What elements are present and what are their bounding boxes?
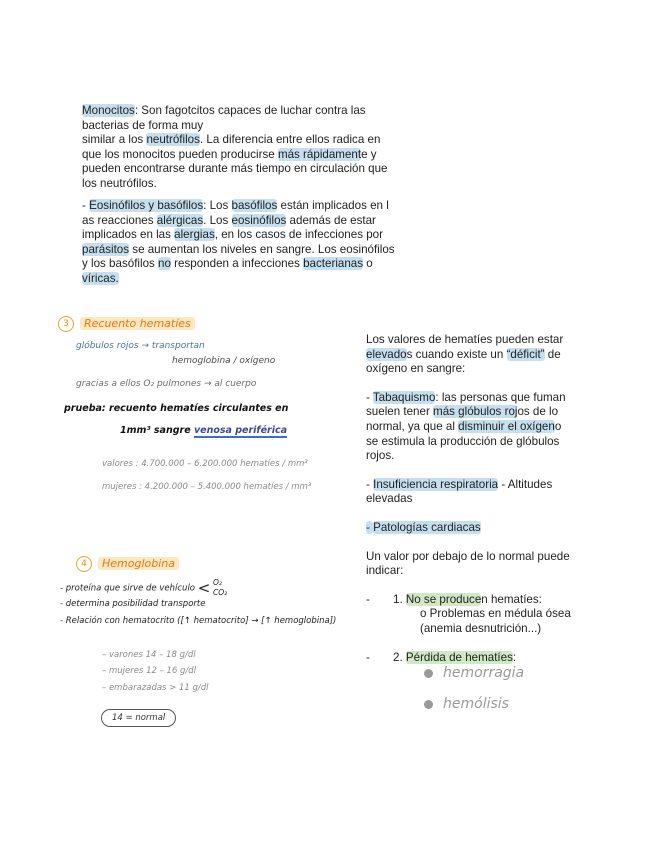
- hematies-paragraph: [366, 333, 606, 665]
- text-span: de: [544, 347, 561, 361]
- text-span: y los basófilos: [82, 257, 159, 271]
- note-transporte: - determina posibilidad transporte: [60, 599, 206, 609]
- text-span: :: [512, 650, 517, 664]
- perdida-hematies-term: Pérdida de hematíes: [405, 650, 513, 664]
- eosinofilos-term: eosinófilos: [231, 213, 287, 227]
- hematies-line-4: [366, 391, 606, 406]
- hematies-line-8: rojos.: [366, 449, 395, 463]
- text-span: e y: [361, 147, 377, 161]
- text-span: responden a infecciones: [170, 257, 304, 271]
- note-sangre-venosa: [120, 425, 287, 436]
- hematies-line-11: [366, 521, 606, 536]
- note-globulos-rojos: glóbulos rojos → transportan: [76, 341, 205, 351]
- text-span: as reacciones: [82, 213, 157, 227]
- note-valores-varones: valores : 4.700.000 – 6.200.000 hematíes / mm³: [102, 459, 308, 469]
- alergias-term: alergias: [174, 228, 215, 242]
- dash: -: [366, 592, 370, 606]
- text-span: . Los: [203, 213, 232, 227]
- hematies-line-5: [366, 405, 606, 420]
- bullet-2: [366, 651, 606, 666]
- text-span: , en los casos de infecciones por: [214, 228, 383, 242]
- spacer: [366, 464, 606, 478]
- alergicas-term: alérgicas: [156, 213, 204, 227]
- text-span: 1mm³ sangre: [120, 425, 194, 436]
- spacer: [366, 579, 606, 593]
- spacer: [366, 507, 606, 521]
- viricas-term: víricas.: [82, 271, 119, 285]
- text-span: 2.: [393, 650, 406, 664]
- bullet-dot: [424, 669, 433, 678]
- dash: -: [366, 650, 370, 664]
- note-proteina: [60, 578, 227, 598]
- text-span: : Los: [203, 199, 232, 212]
- bullet-1-sub-1: o Problemas en médula ósea: [420, 607, 571, 621]
- text-span: o: [554, 419, 562, 433]
- text-span: s cuando existe un: [406, 347, 507, 361]
- no-term: no: [158, 257, 171, 271]
- section-3-title: Recuento hematíes: [80, 317, 195, 330]
- section-4-heading: [76, 553, 179, 572]
- note-hb-embarazadas: – embarazadas > 11 g/dl: [102, 683, 209, 693]
- text-span: están implicados en l: [277, 199, 389, 212]
- bacterianas-term: bacterianas: [303, 257, 364, 271]
- section-4-title: Hemoglobina: [98, 557, 179, 570]
- hematies-line-1: Los valores de hematíes pueden estar: [366, 333, 564, 346]
- mas-rapidamente-term: más rápidament: [277, 147, 362, 161]
- elevados-term: elevado: [366, 347, 407, 361]
- spacer: [366, 377, 606, 391]
- hematies-line-3: oxígeno en sangre:: [366, 362, 466, 376]
- parasitos-term: parásitos: [82, 242, 130, 256]
- text-span: o: [363, 257, 373, 271]
- hematies-line-7: se estimula la producción de glóbulos: [366, 434, 560, 448]
- text-span: suelen tener: [366, 405, 434, 419]
- note-14-normal: 14 = normal: [101, 709, 176, 727]
- mas-globulos-term: más glóbulos roj: [433, 405, 518, 419]
- eosinofilos-line-2: [82, 214, 402, 229]
- text-span: se aumentan los niveles en sangre. Los eosinófilos: [129, 242, 395, 256]
- note-hb-varones: – varones 14 – 18 g/dl: [102, 650, 196, 660]
- vehicle-bracket: <: [197, 579, 211, 597]
- note-hemorragia: [424, 665, 524, 681]
- bullet-1-text: [393, 593, 542, 608]
- bullet-2-text: [393, 651, 516, 666]
- note-hb-mujeres: – mujeres 12 – 16 g/dl: [102, 666, 197, 676]
- section-number-3: 3: [58, 316, 74, 332]
- monocitos-paragraph: [82, 104, 402, 192]
- text-span: -: [366, 390, 373, 404]
- gas-labels: [213, 578, 227, 598]
- note-prueba: prueba: recuento hematíes circulantes en: [64, 403, 289, 414]
- eosinofilos-basofilos-term: Eosinófilos y basófilos: [89, 199, 204, 212]
- bullet-1: [366, 593, 606, 608]
- note-hemolisis: [424, 696, 509, 712]
- note-hematocrito: - Relación con hematocrito ([↑ hematocrito] → [↑ hemoglobina]): [60, 616, 337, 626]
- text-span: n hematíes:: [481, 592, 542, 606]
- eosinofilos-line-4: [82, 243, 402, 258]
- bullet-1-sub-2: (anemia desnutrición...): [420, 621, 542, 635]
- text-span: similar a los: [82, 133, 147, 147]
- monocitos-line-4: [82, 148, 402, 163]
- monocitos-line-1: [82, 104, 402, 119]
- text-span: - proteína que sirve de vehículo: [60, 583, 195, 594]
- patologias-term: Patologías cardiacas: [373, 520, 481, 534]
- note-valores-mujeres: mujeres : 4.200.000 – 5.400.000 hematíes / mm³: [102, 482, 312, 492]
- monocitos-line-6: los neutrófilos.: [82, 176, 157, 190]
- text-span: que los monocitos pueden producirse: [82, 147, 278, 161]
- note-hemoglobina-oxigeno: hemoglobina / oxígeno: [172, 356, 276, 366]
- bullet-dot: [424, 700, 433, 709]
- tabaquismo-term: Tabaquismo: [372, 390, 436, 404]
- text-span: . La diferencia entre ellos radica en: [199, 133, 381, 147]
- eosinofilos-line-3: [82, 228, 402, 243]
- eosinofilos-line-6: [82, 272, 402, 287]
- hematies-line-2: [366, 348, 606, 363]
- text-span: : las personas que fuman: [435, 390, 566, 404]
- spacer: [366, 536, 606, 550]
- eosinofilos-paragraph: [82, 199, 402, 287]
- deficit-term: “déficit”: [506, 347, 545, 361]
- text-span: os de lo: [517, 405, 559, 419]
- eosinofilos-line-5: [82, 257, 402, 272]
- text-span: implicados en las: [82, 228, 175, 242]
- basofilos-term: basófilos: [231, 199, 278, 212]
- text-span: -: [366, 477, 374, 491]
- spacer: [366, 637, 606, 651]
- hematies-line-12: Un valor por debajo de lo normal puede: [366, 549, 570, 563]
- text-span: hemólisis: [443, 696, 509, 712]
- monocitos-line-5: pueden encontrarse durante más tiempo en circulación que: [82, 162, 388, 176]
- eosinofilos-line-1: [82, 199, 402, 214]
- hematies-line-10: elevadas: [366, 492, 413, 506]
- hematies-line-6: [366, 420, 606, 435]
- no-se-produce-term: No se produce: [405, 592, 482, 606]
- note-gracias-a-ellos: gracias a ellos O₂ pulmones → al cuerpo: [76, 379, 257, 389]
- hematies-line-9: [366, 478, 606, 493]
- disminuir-oxigeno-term: disminuir el oxígen: [458, 419, 555, 433]
- text-span: - Altitudes: [498, 477, 553, 491]
- hematies-line-13: indicar:: [366, 564, 404, 578]
- text-span: -: [366, 520, 374, 534]
- text-span: hemorragia: [443, 665, 525, 681]
- text-span: 1.: [393, 592, 406, 606]
- text-span: : Son fagotcitos capaces de luchar contra las: [134, 104, 366, 117]
- monocitos-line-2: bacterias de forma muy: [82, 118, 204, 132]
- insuficiencia-term: Insuficiencia respiratoria: [373, 477, 499, 491]
- venosa-periferica-underlined: venosa periférica: [193, 425, 287, 436]
- monocitos-line-3: [82, 133, 402, 148]
- monocitos-term: Monocitos: [82, 104, 135, 117]
- o2-label: O₂: [212, 578, 222, 587]
- text-span: además de estar: [286, 213, 376, 227]
- text-span: -: [82, 199, 90, 212]
- neutrofilos-term: neutrófilos: [146, 133, 200, 147]
- section-3-heading: [58, 313, 195, 332]
- co2-label: CO₂: [212, 588, 228, 597]
- text-span: normal, ya que al: [366, 419, 459, 433]
- section-number-4: 4: [76, 556, 92, 572]
